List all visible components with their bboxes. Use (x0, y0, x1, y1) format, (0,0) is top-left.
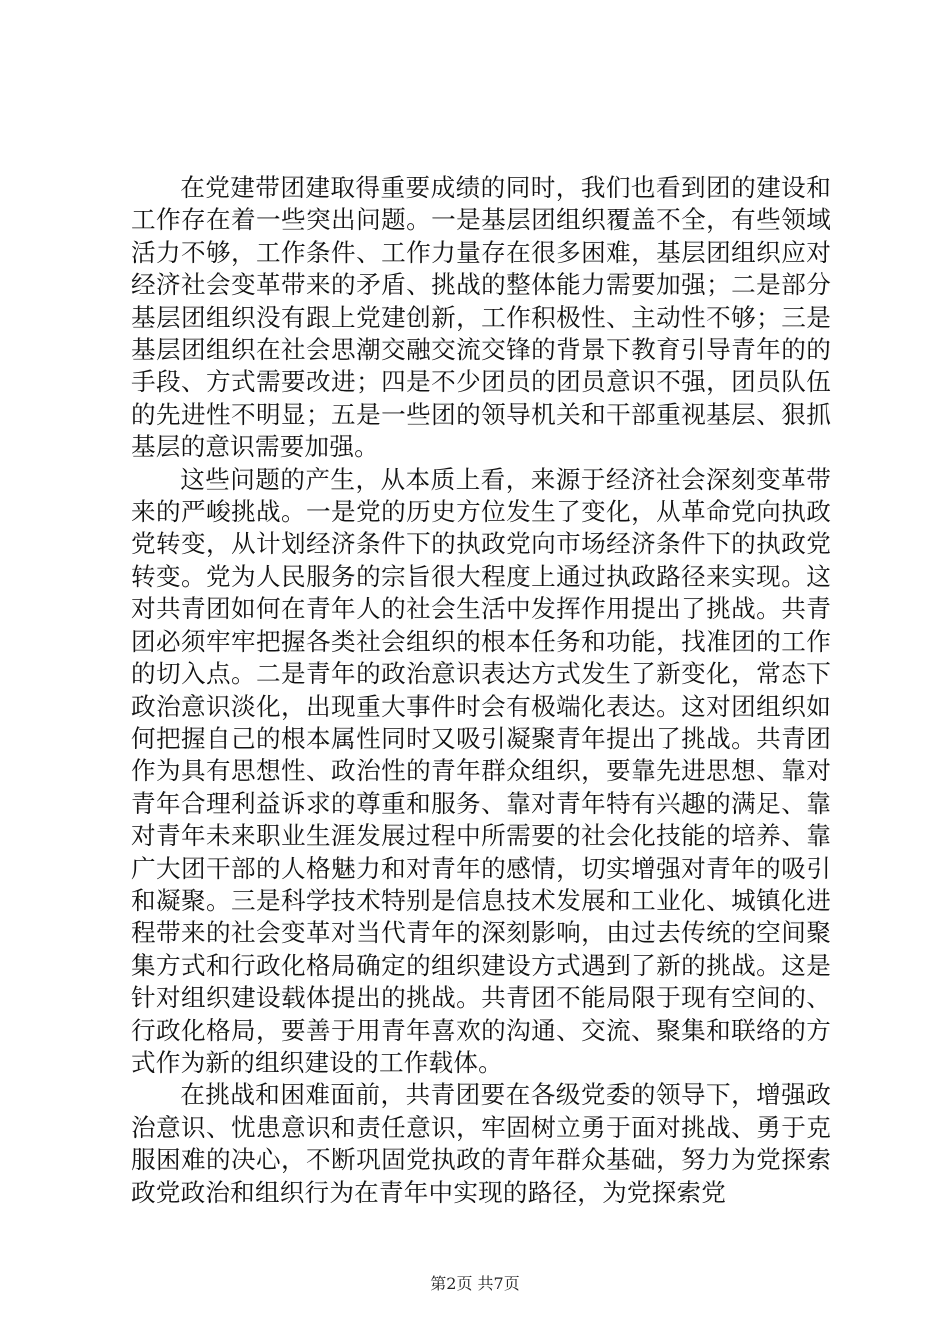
page-number-footer: 第2页 共7页 (430, 1274, 520, 1293)
paragraph-1: 在党建带团建取得重要成绩的同时，我们也看到团的建设和工作存在着一些突出问题。一是基层团组织覆盖不全，有些领域活力不够，工作条件、工作力量存在很多困难，基层团组织应对经济社会变革带来的矛盾、挑战的整体能力需要加强；二是部分基层团组织没有跟上党建创新，工作积极性、主动性不够；三是基层团组织在社会思潮交融交流交锋的背景下教育引导青年的的手段、方式需要改进；四是不少团员的团员意识不强，团员队伍的先进性不明显；五是一些团的领导机关和干部重视基层、狠抓基层的意识需要加强。 (131, 173, 831, 462)
paragraph-3: 在挑战和困难面前，共青团要在各级党委的领导下，增强政治意识、忧患意识和责任意识，牢固树立勇于面对挑战、勇于克服困难的决心，不断巩固党执政的青年群众基础，努力为党探索政党政治和组织行为在青年中实现的路径，为党探索党 (131, 1080, 831, 1207)
paragraph-2: 这些问题的产生，从本质上看，来源于经济社会深刻变革带来的严峻挑战。一是党的历史方位发生了变化，从革命党向执政党转变，从计划经济条件下的执政党向市场经济条件下的执政党转变。党为人民服务的宗旨很大程度上通过执政路径来实现。这对共青团如何在青年人的社会生活中发挥作用提出了挑战。共青团必须牢牢把握各类社会组织的根本任务和功能，找准团的工作的切入点。二是青年的政治意识表达方式发生了新变化，常态下政治意识淡化，出现重大事件时会有极端化表达。这对团组织如何把握自己的根本属性同时又吸引凝聚青年提出了挑战。共青团作为具有思想性、政治性的青年群众组织，要靠先进思想、靠对青年合理利益诉求的尊重和服务、靠对青年特有兴趣的满足、靠对青年未来职业生涯发展过程中所需要的社会化技能的培养、靠广大团干部的人格魅力和对青年的感情，切实增强对青年的吸引和凝聚。三是科学技术特别是信息技术发展和工业化、城镇化进程带来的社会变革对当代青年的深刻影响，由过去传统的空间聚集方式和行政化格局确定的组织建设方式遇到了新的挑战。这是针对组织建设载体提出的挑战。共青团不能局限于现有空间的、行政化格局，要善于用青年喜欢的沟通、交流、聚集和联络的方式作为新的组织建设的工作载体。 (131, 464, 831, 1077)
document-body (131, 172, 831, 1209)
